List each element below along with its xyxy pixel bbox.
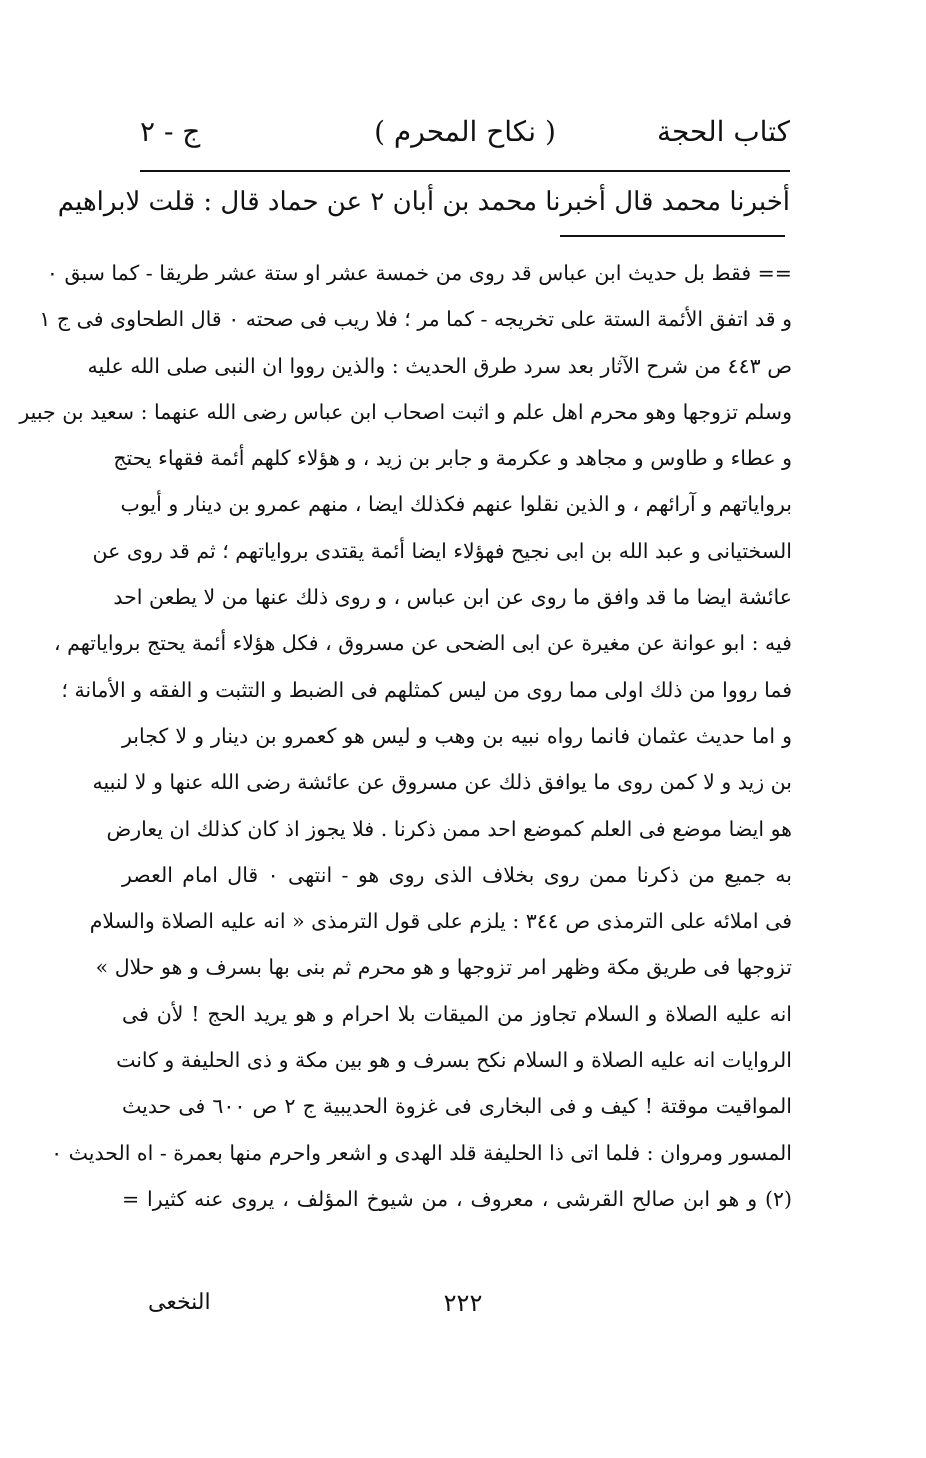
- note-line: (٢) و هو ابن صالح القرشى ، معروف ، من شيوخ المؤلف ، يروى عنه كثيرا =: [122, 1186, 792, 1211]
- note-line: فيه : ابو عوانة عن مغيرة عن ابى الضحى عن مسروق ، فكل هؤلاء أئمة يحتج برواياتهم ،: [54, 631, 792, 656]
- note-line: فما رووا من ذلك اولى مما روى من ليس كمثلهم فى الضبط و التثبت و الفقه و الأمانة ؛: [61, 677, 792, 702]
- footnotes: [19, 250, 793, 1222]
- note-line: بن زيد و لا كمن روى ما يوافق ذلك عن مسروق عن عائشة رضى الله عنها و لا لنبيه: [92, 770, 792, 795]
- page-number: ٢٢٢: [443, 1289, 483, 1317]
- header-divider: [140, 170, 790, 172]
- running-head: [140, 112, 790, 156]
- note-line: == فقط بل حديث ابن عباس قد روى من خمسة عشر او ستة عشر طريقا - كما سبق ٠: [46, 261, 792, 285]
- note-line: فى املائه على الترمذى ص ٣٤٤ : يلزم على قول الترمذى « انه عليه الصلاة والسلام: [89, 909, 792, 934]
- note-line: السختيانى و عبد الله بن ابى نجيح فهؤلاء ايضا أئمة يقتدى برواياتهم ؛ ثم قد روى عن: [92, 538, 792, 563]
- note-line: هو ايضا موضع فى العلم كموضع احد ممن ذكرنا . فلا يجوز اذ كان كذلك ان يعارض: [106, 816, 792, 841]
- notes-divider: [560, 235, 785, 237]
- note-line: المسور ومروان : فلما اتى ذا الحليفة قلد الهدى و اشعر واحرم منها بعمرة - اه الحديث ٠: [51, 1140, 792, 1165]
- note-line: به جميع من ذكرنا ممن روى بخلاف الذى روى هو - انتهى ٠ قال امام العصر: [122, 862, 793, 887]
- note-line: ص ٤٤٣ من شرح الآثار بعد سرد طرق الحديث : والذين رووا ان النبى صلى الله عليه: [87, 353, 792, 378]
- catchword: النخعى: [148, 1290, 211, 1315]
- note-line: انه عليه الصلاة و السلام تجاوز من الميقات بلا احرام و هو يريد الحج ! لأن فى: [122, 1001, 792, 1026]
- book-title: كتاب الحجة: [656, 115, 790, 148]
- note-line: الروايات انه عليه الصلاة و السلام نكح بسرف و هو بين مكة و ذى الحليفة و كانت: [116, 1048, 792, 1073]
- note-line: المواقيت موقتة ! كيف و فى البخارى فى غزوة الحديبية ج ٢ ص ٦٠٠ فى حديث: [122, 1094, 792, 1119]
- note-line: و اما حديث عثمان فانما رواه نبيه بن وهب و ليس هو كعمرو بن دينار و لا كجابر: [122, 723, 792, 748]
- note-line: برواياتهم و آرائهم ، و الذين نقلوا عنهم فكذلك ايضا ، منهم عمرو بن دينار و أيوب: [120, 492, 792, 517]
- note-line: و قد اتفق الأئمة الستة على تخريجه - كما مر ؛ فلا ريب فى صحته ٠ قال الطحاوى فى ج ١: [39, 307, 792, 332]
- chapter-title: ( نكاح المحرم ): [374, 115, 556, 148]
- note-line: تزوجها فى طريق مكة وظهر امر تزوجها و هو محرم ثم بنى بها بسرف و هو حلال »: [95, 955, 792, 980]
- main-text: أخبرنا محمد قال أخبرنا محمد بن أبان ٢ عن حماد قال : قلت لابراهيم: [57, 187, 790, 217]
- volume-number: ج - ٢: [140, 115, 201, 148]
- note-line: عائشة ايضا ما قد وافق ما روى عن ابن عباس ، و روى ذلك عنها من لا يطعن احد: [113, 585, 792, 610]
- note-line: و عطاء و طاوس و مجاهد و عكرمة و جابر بن زيد ، و هؤلاء كلهم أئمة فقهاء يحتج: [113, 446, 792, 471]
- note-line: وسلم تزوجها وهو محرم اهل علم و اثبت اصحاب ابن عباس رضى الله عنهما : سعيد بن جبير: [19, 399, 792, 424]
